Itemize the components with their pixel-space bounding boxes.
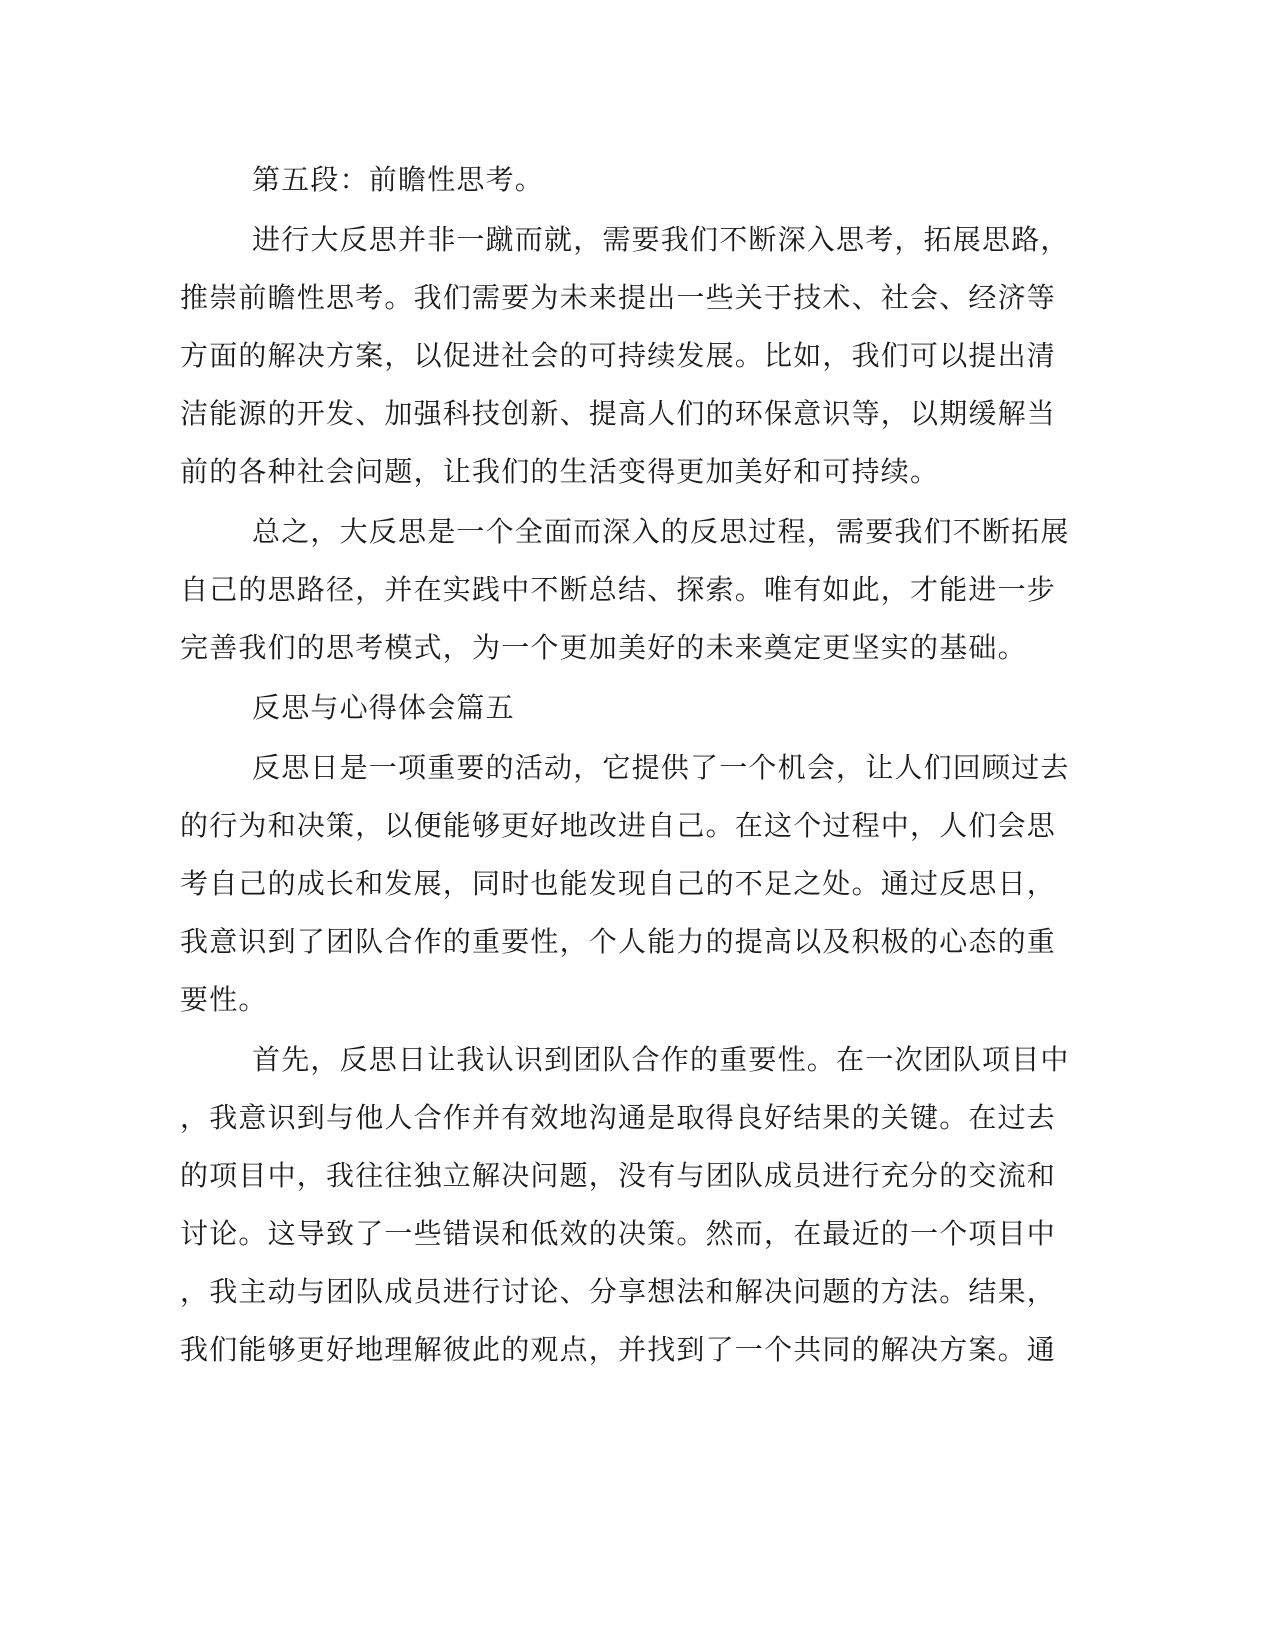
paragraph-line: 进行大反思并非一蹴而就，需要我们不断深入思考，拓展思路， [252,223,1070,256]
paragraph-line: 前的各种社会问题，让我们的生活变得更加美好和可持续。 [180,455,940,488]
paragraph-line: 的行为和决策，以便能够更好地改进自己。在这个过程中，人们会思 [180,809,1057,842]
paragraph-line: ，我意识到与他人合作并有效地沟通是取得良好结果的关键。在过去 [180,1101,1057,1134]
paragraph-line: 首先，反思日让我认识到团队合作的重要性。在一次团队项目中 [252,1043,1070,1076]
paragraph-line: 讨论。这导致了一些错误和低效的决策。然而，在最近的一个项目中 [180,1217,1057,1250]
paragraph-line: 考自己的成长和发展，同时也能发现自己的不足之处。通过反思日， [180,867,1057,900]
paragraph-line: 方面的解决方案，以促进社会的可持续发展。比如，我们可以提出清 [180,339,1057,372]
paragraph-line: 反思日是一项重要的活动，它提供了一个机会，让人们回顾过去 [252,751,1070,784]
article-heading: 反思与心得体会篇五 [252,691,515,724]
paragraph-line: 完善我们的思考模式，为一个更加美好的未来奠定更坚实的基础。 [180,631,1027,664]
paragraph-line: 自己的思路径，并在实践中不断总结、探索。唯有如此，才能进一步 [180,573,1057,606]
paragraph-line: 我意识到了团队合作的重要性，个人能力的提高以及积极的心态的重 [180,925,1057,958]
paragraph-line: 要性。 [180,983,268,1016]
paragraph-line: 的项目中，我往往独立解决问题，没有与团队成员进行充分的交流和 [180,1159,1057,1192]
paragraph-line: 洁能源的开发、加强科技创新、提高人们的环保意识等，以期缓解当 [180,397,1057,430]
paragraph-line: 推崇前瞻性思考。我们需要为未来提出一些关于技术、社会、经济等 [180,281,1057,314]
paragraph-line: 我们能够更好地理解彼此的观点，并找到了一个共同的解决方案。通 [180,1333,1057,1366]
section-heading: 第五段：前瞻性思考。 [252,163,545,196]
paragraph-line: 总之，大反思是一个全面而深入的反思过程，需要我们不断拓展 [252,515,1070,548]
paragraph-line: ，我主动与团队成员进行讨论、分享想法和解决问题的方法。结果， [180,1275,1057,1308]
